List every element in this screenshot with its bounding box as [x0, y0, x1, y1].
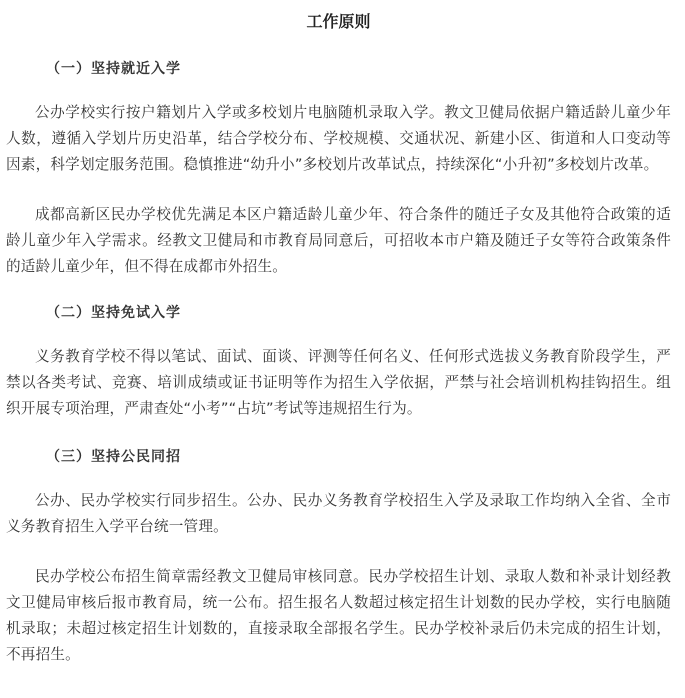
section-1-paragraph-2: 成都高新区民办学校优先满足本区户籍适龄儿童少年、符合条件的随迁子女及其他符合政策的适龄儿童少年入学需求。经教文卫健局和市教育局同意后，可招收本市户籍及随迁子女等符合政策条件的适龄儿童少年，但不得在成都市外招生。	[6, 206, 671, 275]
page-title: 工作原则	[306, 12, 371, 31]
section-3-paragraph-1: 公办、民办学校实行同步招生。公办、民办义务教育学校招生入学及录取工作均纳入全省、全市义务教育招生入学平台统一管理。	[6, 492, 671, 535]
section-heading-1: （一）坚持就近入学	[46, 61, 181, 77]
section-3-paragraph-2: 民办学校公布招生简章需经教文卫健局审核同意。民办学校招生计划、录取人数和补录计划经教文卫健局审核后报市教育局，统一公布。招生报名人数超过核定招生计划数的民办学校，实行电脑随机录取；未超过核定招生计划数的，直接录取全部报名学生。民办学校补录后仍未完成的招生计划，不再招生。	[6, 568, 671, 663]
section-2-paragraph-1: 义务教育学校不得以笔试、面试、面谈、评测等任何名义、任何形式选拔义务教育阶段学生，严禁以各类考试、竞赛、培训成绩或证书证明等作为招生入学依据，严禁与社会培训机构挂钩招生。组织开展专项治理，严肃查处“小考”“占坑”考试等违规招生行为。	[6, 348, 671, 417]
section-heading-3: （三）坚持公民同招	[46, 449, 181, 465]
section-1-paragraph-1: 公办学校实行按户籍划片入学或多校划片电脑随机录取入学。教文卫健局依据户籍适龄儿童少年人数，遵循入学划片历史沿革，结合学校分布、学校规模、交通状况、新建小区、街道和人口变动等因素，科学划定服务范围。稳慎推进“幼升小”多校划片改革试点，持续深化“小升初”多校划片改革。	[6, 104, 671, 173]
section-heading-2: （二）坚持免试入学	[46, 305, 181, 321]
